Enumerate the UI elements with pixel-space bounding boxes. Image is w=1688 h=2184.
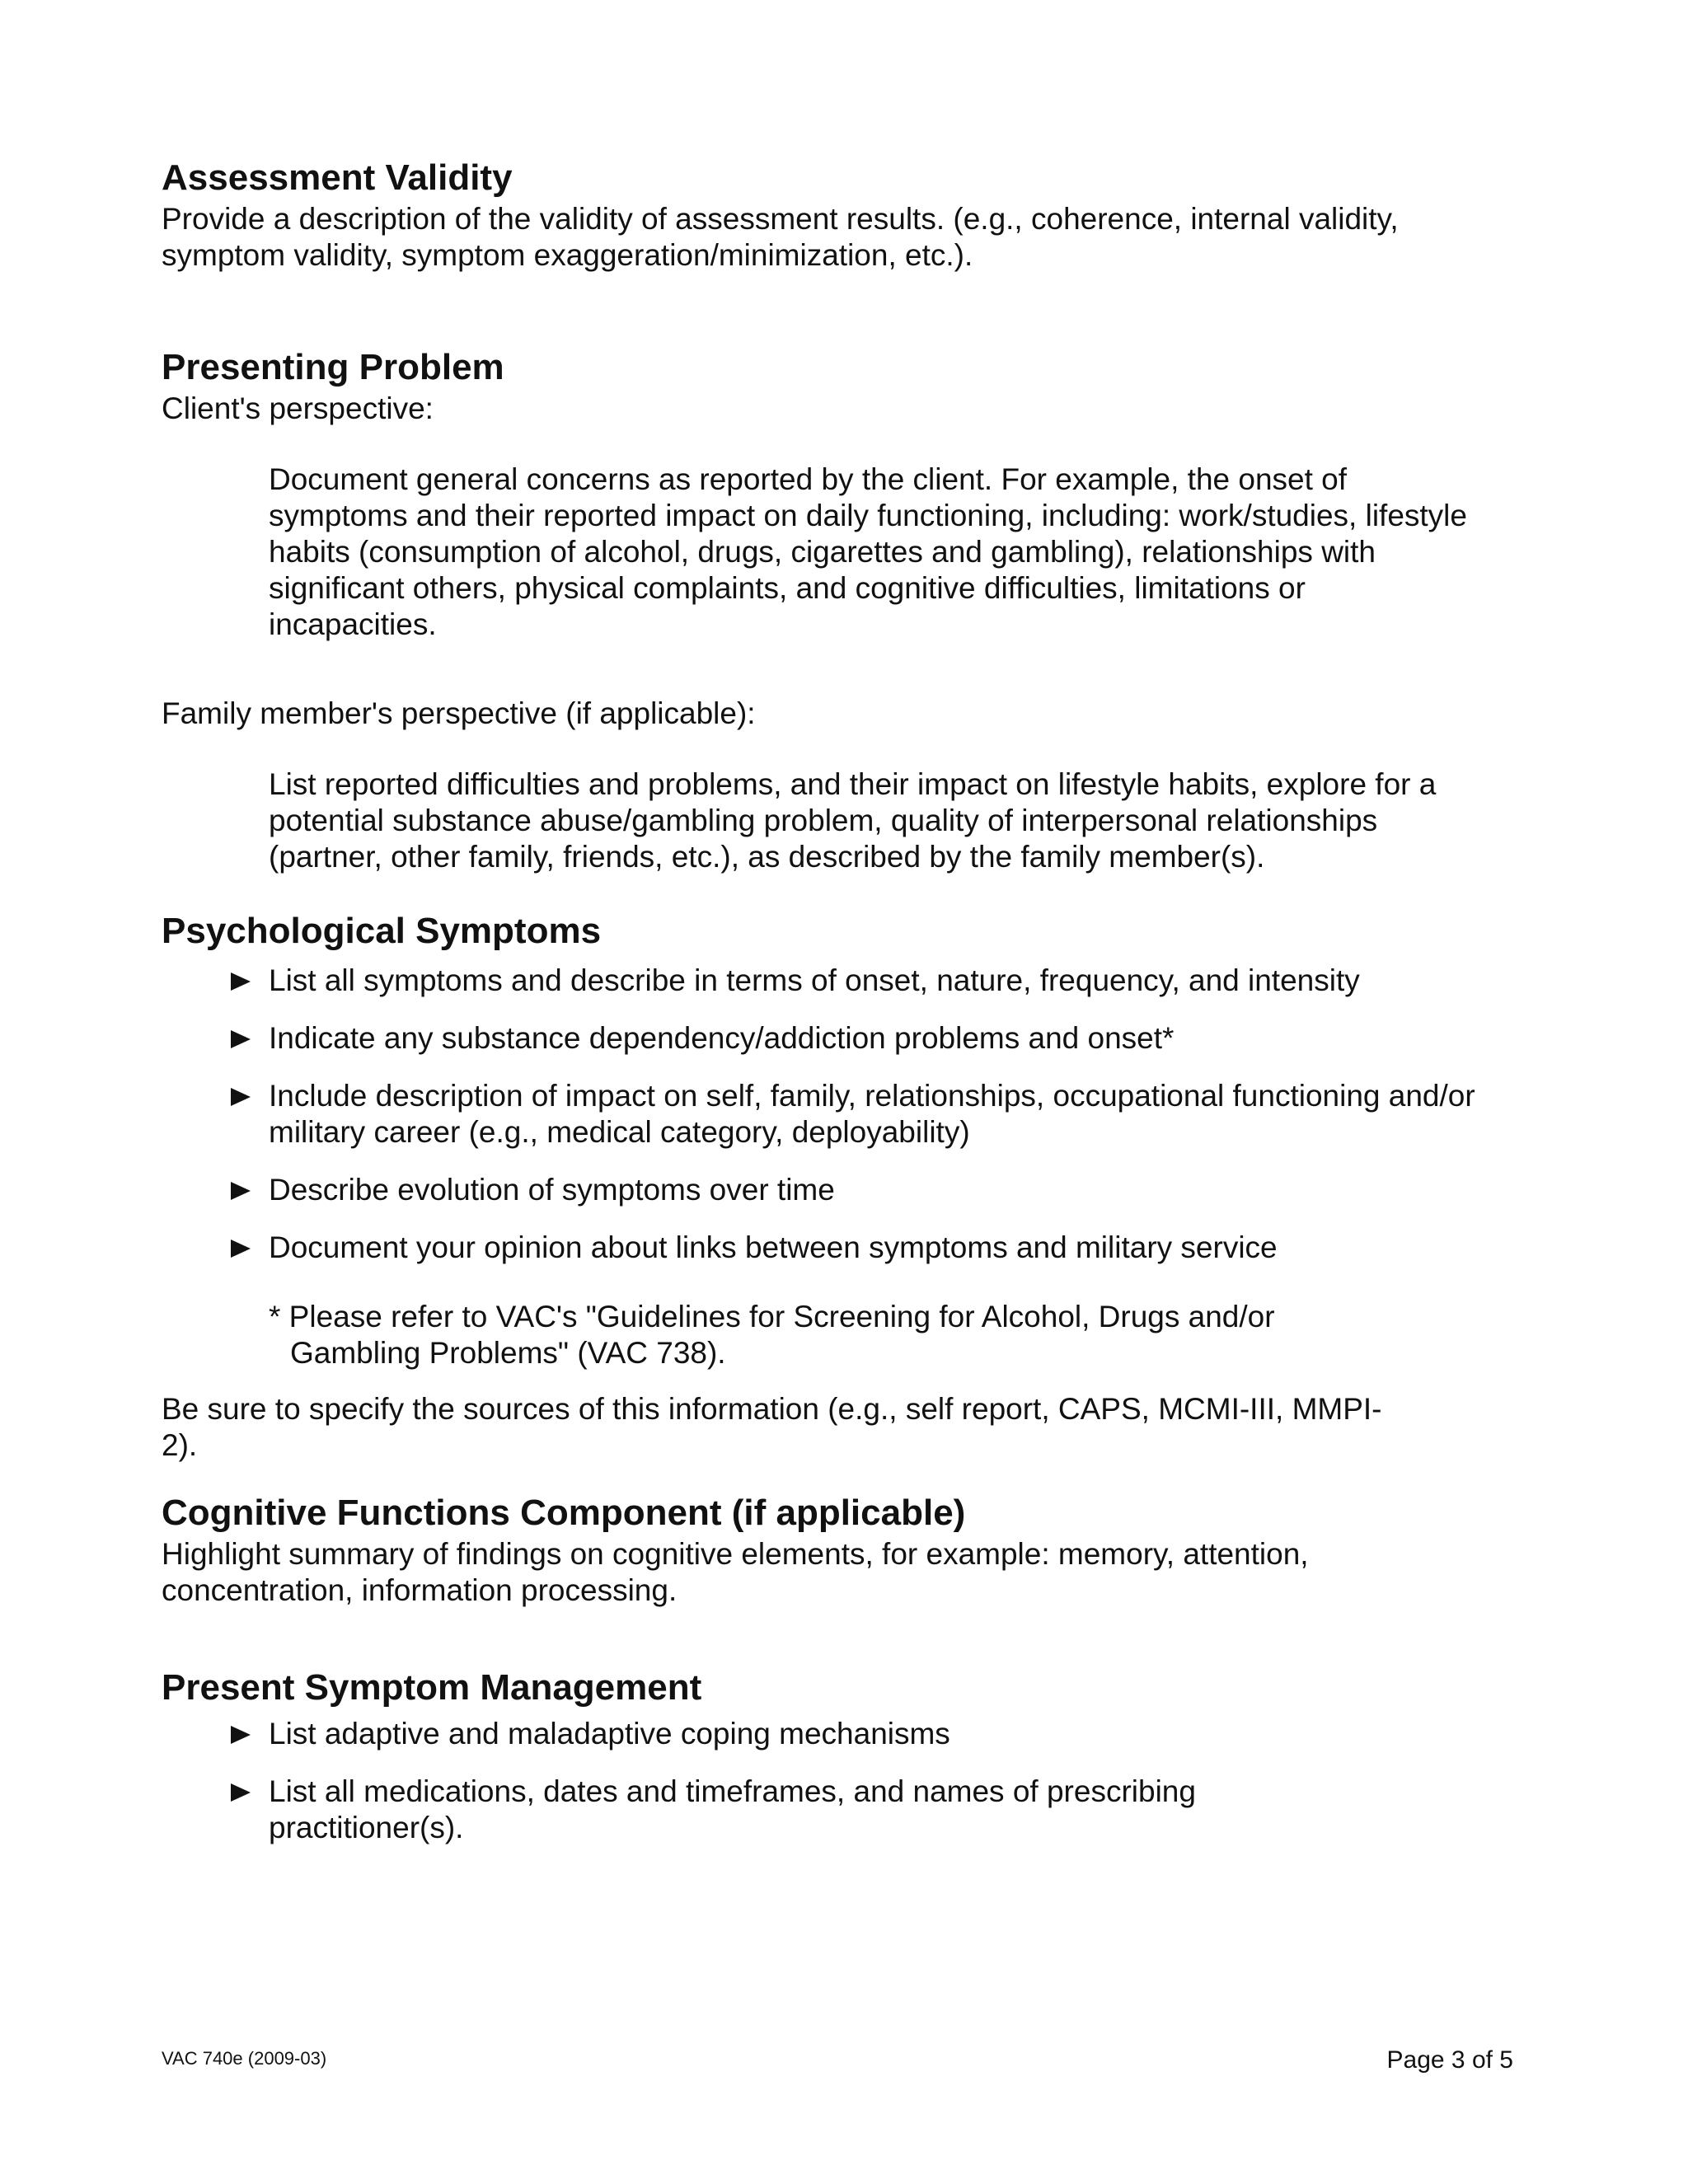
section-heading-assessment-validity: Assessment Validity	[162, 157, 513, 198]
client-perspective-text: Document general concerns as reported by the client. For example, the onset of symptoms and their reported impact on daily functioning, including: work/studies, lifestyle habits (consumption of alcohol, drugs, cigarettes and gambling), relationships with significant others, physical complaints, and cognitive difficulties, limitations or incapacities.	[269, 462, 1467, 641]
triangle-bullet-icon	[231, 1088, 251, 1106]
family-perspective-text: List reported difficulties and problems, and their impact on lifestyle habits, explore for a potential substance abuse/gambling problem, quality of interpersonal relationships (partner, other family, friends, etc.), as described by the family member(s).	[269, 767, 1437, 874]
list-item: Indicate any substance dependency/addiction problems and onset*	[231, 1020, 1513, 1057]
section-heading-presenting-problem: Presenting Problem	[162, 347, 504, 387]
vac-guidelines-footnote-cont: Gambling Problems" (VAC 738).	[290, 1336, 726, 1370]
list-item: List all symptoms and describe in terms of onset, nature, frequency, and intensity	[231, 963, 1513, 999]
cognitive-functions-text: Highlight summary of findings on cognitive elements, for example: memory, attention, concentration, information processing.	[162, 1537, 1309, 1607]
triangle-bullet-icon	[231, 1783, 251, 1802]
triangle-bullet-icon	[231, 1240, 251, 1258]
page-content	[162, 155, 1513, 1846]
list-item: List adaptive and maladaptive coping mechanisms	[231, 1716, 1513, 1752]
section-heading-symptom-management: Present Symptom Management	[162, 1667, 702, 1708]
list-item: Describe evolution of symptoms over time	[231, 1172, 1513, 1208]
triangle-bullet-icon	[231, 1030, 251, 1048]
family-perspective-block	[162, 766, 1472, 875]
form-identifier: VAC 740e (2009-03)	[162, 2048, 327, 2069]
list-item: List all medications, dates and timeframes, and names of prescribing practitioner(s).	[231, 1774, 1291, 1846]
family-perspective-label: Family member's perspective (if applicable):	[162, 696, 756, 730]
triangle-bullet-icon	[231, 972, 251, 991]
vac-guidelines-footnote: * Please refer to VAC's "Guidelines for Screening for Alcohol, Drugs and/or	[269, 1300, 1275, 1333]
sources-note: Be sure to specify the sources of this information (e.g., self report, CAPS, MCMI-III, MMPI-2).	[162, 1392, 1382, 1462]
list-item: Document your opinion about links between symptoms and military service	[231, 1230, 1513, 1266]
page-number: Page 3 of 5	[1386, 2046, 1513, 2074]
client-perspective-label: Client's perspective:	[162, 391, 434, 425]
client-perspective-block	[162, 462, 1472, 643]
section-heading-psychological-symptoms: Psychological Symptoms	[162, 911, 602, 951]
psychological-symptoms-list	[162, 963, 1513, 1266]
section-heading-cognitive-functions: Cognitive Functions Component (if applicable)	[162, 1493, 966, 1533]
triangle-bullet-icon	[231, 1182, 251, 1200]
list-item: Include description of impact on self, family, relationships, occupational functioning and/or military career (e.g., medical category, deployability)	[231, 1078, 1513, 1151]
assessment-validity-text: Provide a description of the validity of assessment results. (e.g., coherence, internal validity, symptom validity, symptom exaggeration/minimization, etc.).	[162, 202, 1399, 272]
triangle-bullet-icon	[231, 1726, 251, 1744]
symptom-management-list	[162, 1716, 1513, 1846]
